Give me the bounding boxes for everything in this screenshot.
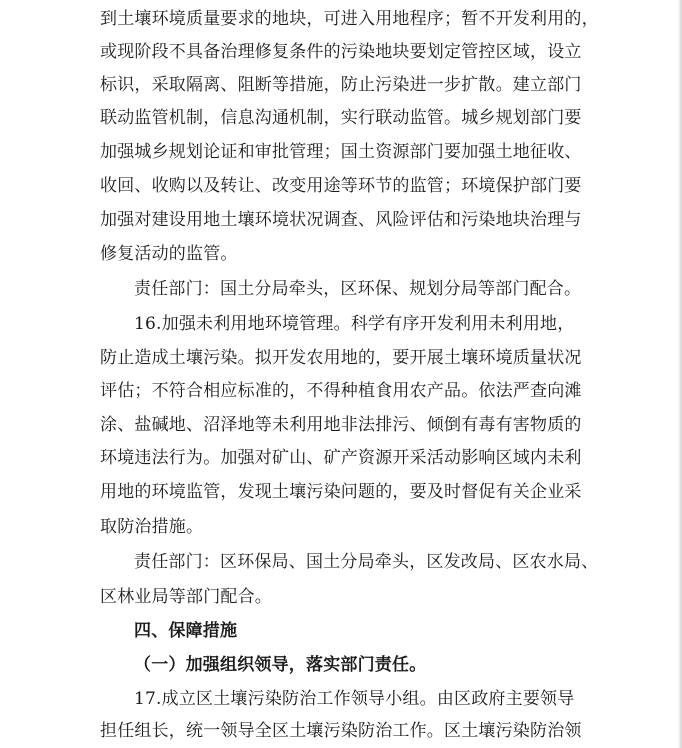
section-17-heading: 17.成立区土壤污染防治工作领导小组。由区政府主要领导 bbox=[134, 689, 575, 709]
text-line: 联动监管机制，信息沟通机制，实行联动监管。城乡规划部门要 bbox=[100, 108, 582, 128]
text-line: 涂、盐碱地、沼泽地等未利用地非法排污、倾倒有毒有害物质的 bbox=[100, 415, 582, 435]
text-line: 取防治措施。 bbox=[100, 517, 204, 537]
text-line: 修复活动的监管。 bbox=[100, 244, 238, 264]
text-line: 用地的环境监管，发现土壤污染问题的，要及时督促有关企业采 bbox=[100, 482, 582, 502]
text-line: 担任组长，统一领导全区土壤污染防治工作。区土壤污染防治领 bbox=[100, 721, 582, 741]
section-16-heading: 16.加强未利用地环境管理。科学有序开发利用未利用地， bbox=[134, 314, 575, 334]
section-heading: 四、保障措施 bbox=[134, 621, 238, 641]
text-line: 收回、收购以及转让、改变用途等环节的监管；环境保护部门要 bbox=[100, 176, 582, 196]
responsibility-line: 责任部门：区环保局、国土分局牵头，区发改局、区农水局、 bbox=[134, 552, 599, 572]
text-line: 防止造成土壤污染。拟开发农用地的，要开展土壤环境质量状况 bbox=[100, 348, 582, 368]
responsibility-line: 责任部门：国土分局牵头，区环保、规划分局等部门配合。 bbox=[134, 279, 582, 299]
text-line: 或现阶段不具备治理修复条件的污染地块要划定管控区域，设立 bbox=[100, 42, 582, 62]
text-line: 标识，采取隔离、阻断等措施，防止污染进一步扩散。建立部门 bbox=[100, 75, 582, 95]
text-line: 区林业局等部门配合。 bbox=[100, 587, 272, 607]
text-line: 到土壤环境质量要求的地块，可进入用地程序；暂不开发利用的， bbox=[100, 9, 599, 29]
text-line: 加强城乡规划论证和审批管理；国土资源部门要加强土地征收、 bbox=[100, 142, 582, 162]
page-edge bbox=[678, 0, 682, 748]
text-line: 加强对建设用地土壤环境状况调查、风险评估和污染地块治理与 bbox=[100, 210, 582, 230]
text-line: 评估；不符合相应标准的，不得种植食用农产品。依法严查向滩 bbox=[100, 381, 582, 401]
text-line: 环境违法行为。加强对矿山、矿产资源开采活动影响区域内未利 bbox=[100, 448, 582, 468]
subsection-heading: （一）加强组织领导，落实部门责任。 bbox=[134, 655, 427, 675]
